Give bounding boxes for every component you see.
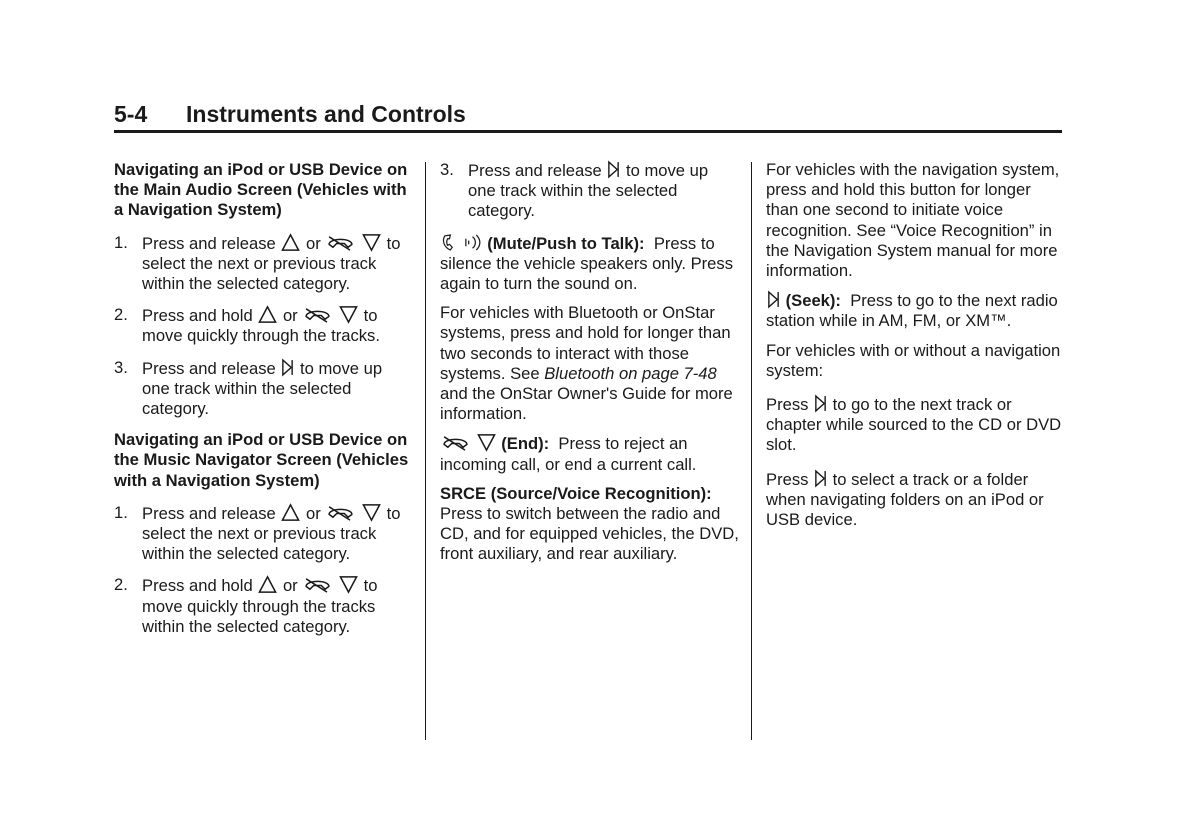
seek-icon: [767, 290, 780, 309]
phone-end-icon: [441, 433, 470, 452]
triangle-down-icon: [339, 575, 358, 594]
press-next-track-paragraph: Press to go to the next track or chapter while sourced to the CD or DVD slot.: [766, 395, 1062, 455]
phone-end-icon: [303, 575, 332, 594]
list-item: 1. Press and release or to select the next or previous track within the selected category.: [114, 502, 401, 564]
column-3: [766, 160, 1066, 539]
mute-paragraph: (Mute/Push to Talk): Press to silence the vehicle speakers only. Press again to turn the sound on.: [440, 233, 733, 294]
list-item: 2. Press and hold or to move quickly through the tracks.: [114, 305, 380, 346]
section-heading: Navigating an iPod or USB Device on the Music Navigator Screen (Vehicles with a Navigation System): [114, 430, 409, 490]
seek-icon: [814, 394, 827, 413]
triangle-down-icon: [362, 503, 381, 522]
phone-end-icon: [326, 503, 355, 522]
list-item: 1. Press and release or to select the next or previous track within the selected category.: [114, 232, 401, 294]
numbered-list: [440, 160, 740, 222]
list-item: 3. Press and release to move up one track within the selected category.: [114, 357, 383, 419]
end-label: (End):: [501, 434, 550, 454]
handset-icon: [441, 233, 456, 252]
bluetooth-paragraph: For vehicles with Bluetooth or OnStar systems, press and hold for longer than two seconds to interact with those systems. See Bluetooth on page 7-48 and the OnStar Owner's Guide for more information.: [440, 303, 733, 424]
with-without-paragraph: For vehicles with or without a navigation system:: [766, 340, 1061, 380]
header-rule: [114, 130, 1062, 133]
triangle-up-icon: [258, 575, 277, 594]
numbered-list: [114, 233, 414, 420]
end-paragraph: (End): Press to reject an incoming call, or end a current call.: [440, 434, 697, 474]
column-divider: [425, 162, 426, 740]
column-1: [114, 160, 414, 648]
list-item: 2. Press and hold or to move quickly through the tracks within the selected category.: [114, 575, 378, 636]
chapter-title: Instruments and Controls: [186, 101, 466, 127]
page-title: [114, 100, 1062, 128]
triangle-down-icon: [477, 433, 496, 452]
phone-end-icon: [326, 233, 355, 252]
seek-paragraph: (Seek): Press to go to the next radio station while in AM, FM, or XM™.: [766, 291, 1058, 331]
bluetooth-link[interactable]: Bluetooth on page 7-48: [544, 363, 717, 383]
page-header: [114, 100, 1062, 133]
mute-label: (Mute/Push to Talk):: [487, 233, 645, 253]
press-select-track-paragraph: Press to select a track or a folder when navigating folders on an iPod or USB device.: [766, 469, 1044, 530]
seek-icon: [607, 160, 620, 179]
column-2: [440, 160, 740, 574]
srce-label: SRCE (Source/Voice Recognition):: [440, 483, 712, 503]
column-divider: [751, 162, 752, 740]
section-heading: Navigating an iPod or USB Device on the Main Audio Screen (Vehicles with a Navigation System): [114, 160, 408, 220]
seek-icon: [814, 469, 827, 488]
voice-icon: [463, 233, 482, 252]
list-item: 3. Press and release to move up one track within the selected category.: [440, 160, 709, 221]
phone-end-icon: [303, 305, 332, 324]
navigation-paragraph: For vehicles with the navigation system, press and hold this button for longer than one second to initiate voice recognition. See “Voice Recognition” in the Navigation System manual for more information.: [766, 160, 1060, 281]
seek-icon: [281, 358, 294, 377]
triangle-up-icon: [281, 233, 300, 252]
srce-paragraph: SRCE (Source/Voice Recognition): Press to switch between the radio and CD, and for equipped vehicles, the DVD, front auxiliary, and rear auxiliary.: [440, 483, 739, 564]
page-number: 5-4: [114, 101, 148, 127]
seek-label: (Seek):: [785, 291, 841, 311]
triangle-down-icon: [362, 233, 381, 252]
triangle-up-icon: [258, 305, 277, 324]
numbered-list: [114, 503, 414, 637]
triangle-down-icon: [339, 305, 358, 324]
triangle-up-icon: [281, 503, 300, 522]
